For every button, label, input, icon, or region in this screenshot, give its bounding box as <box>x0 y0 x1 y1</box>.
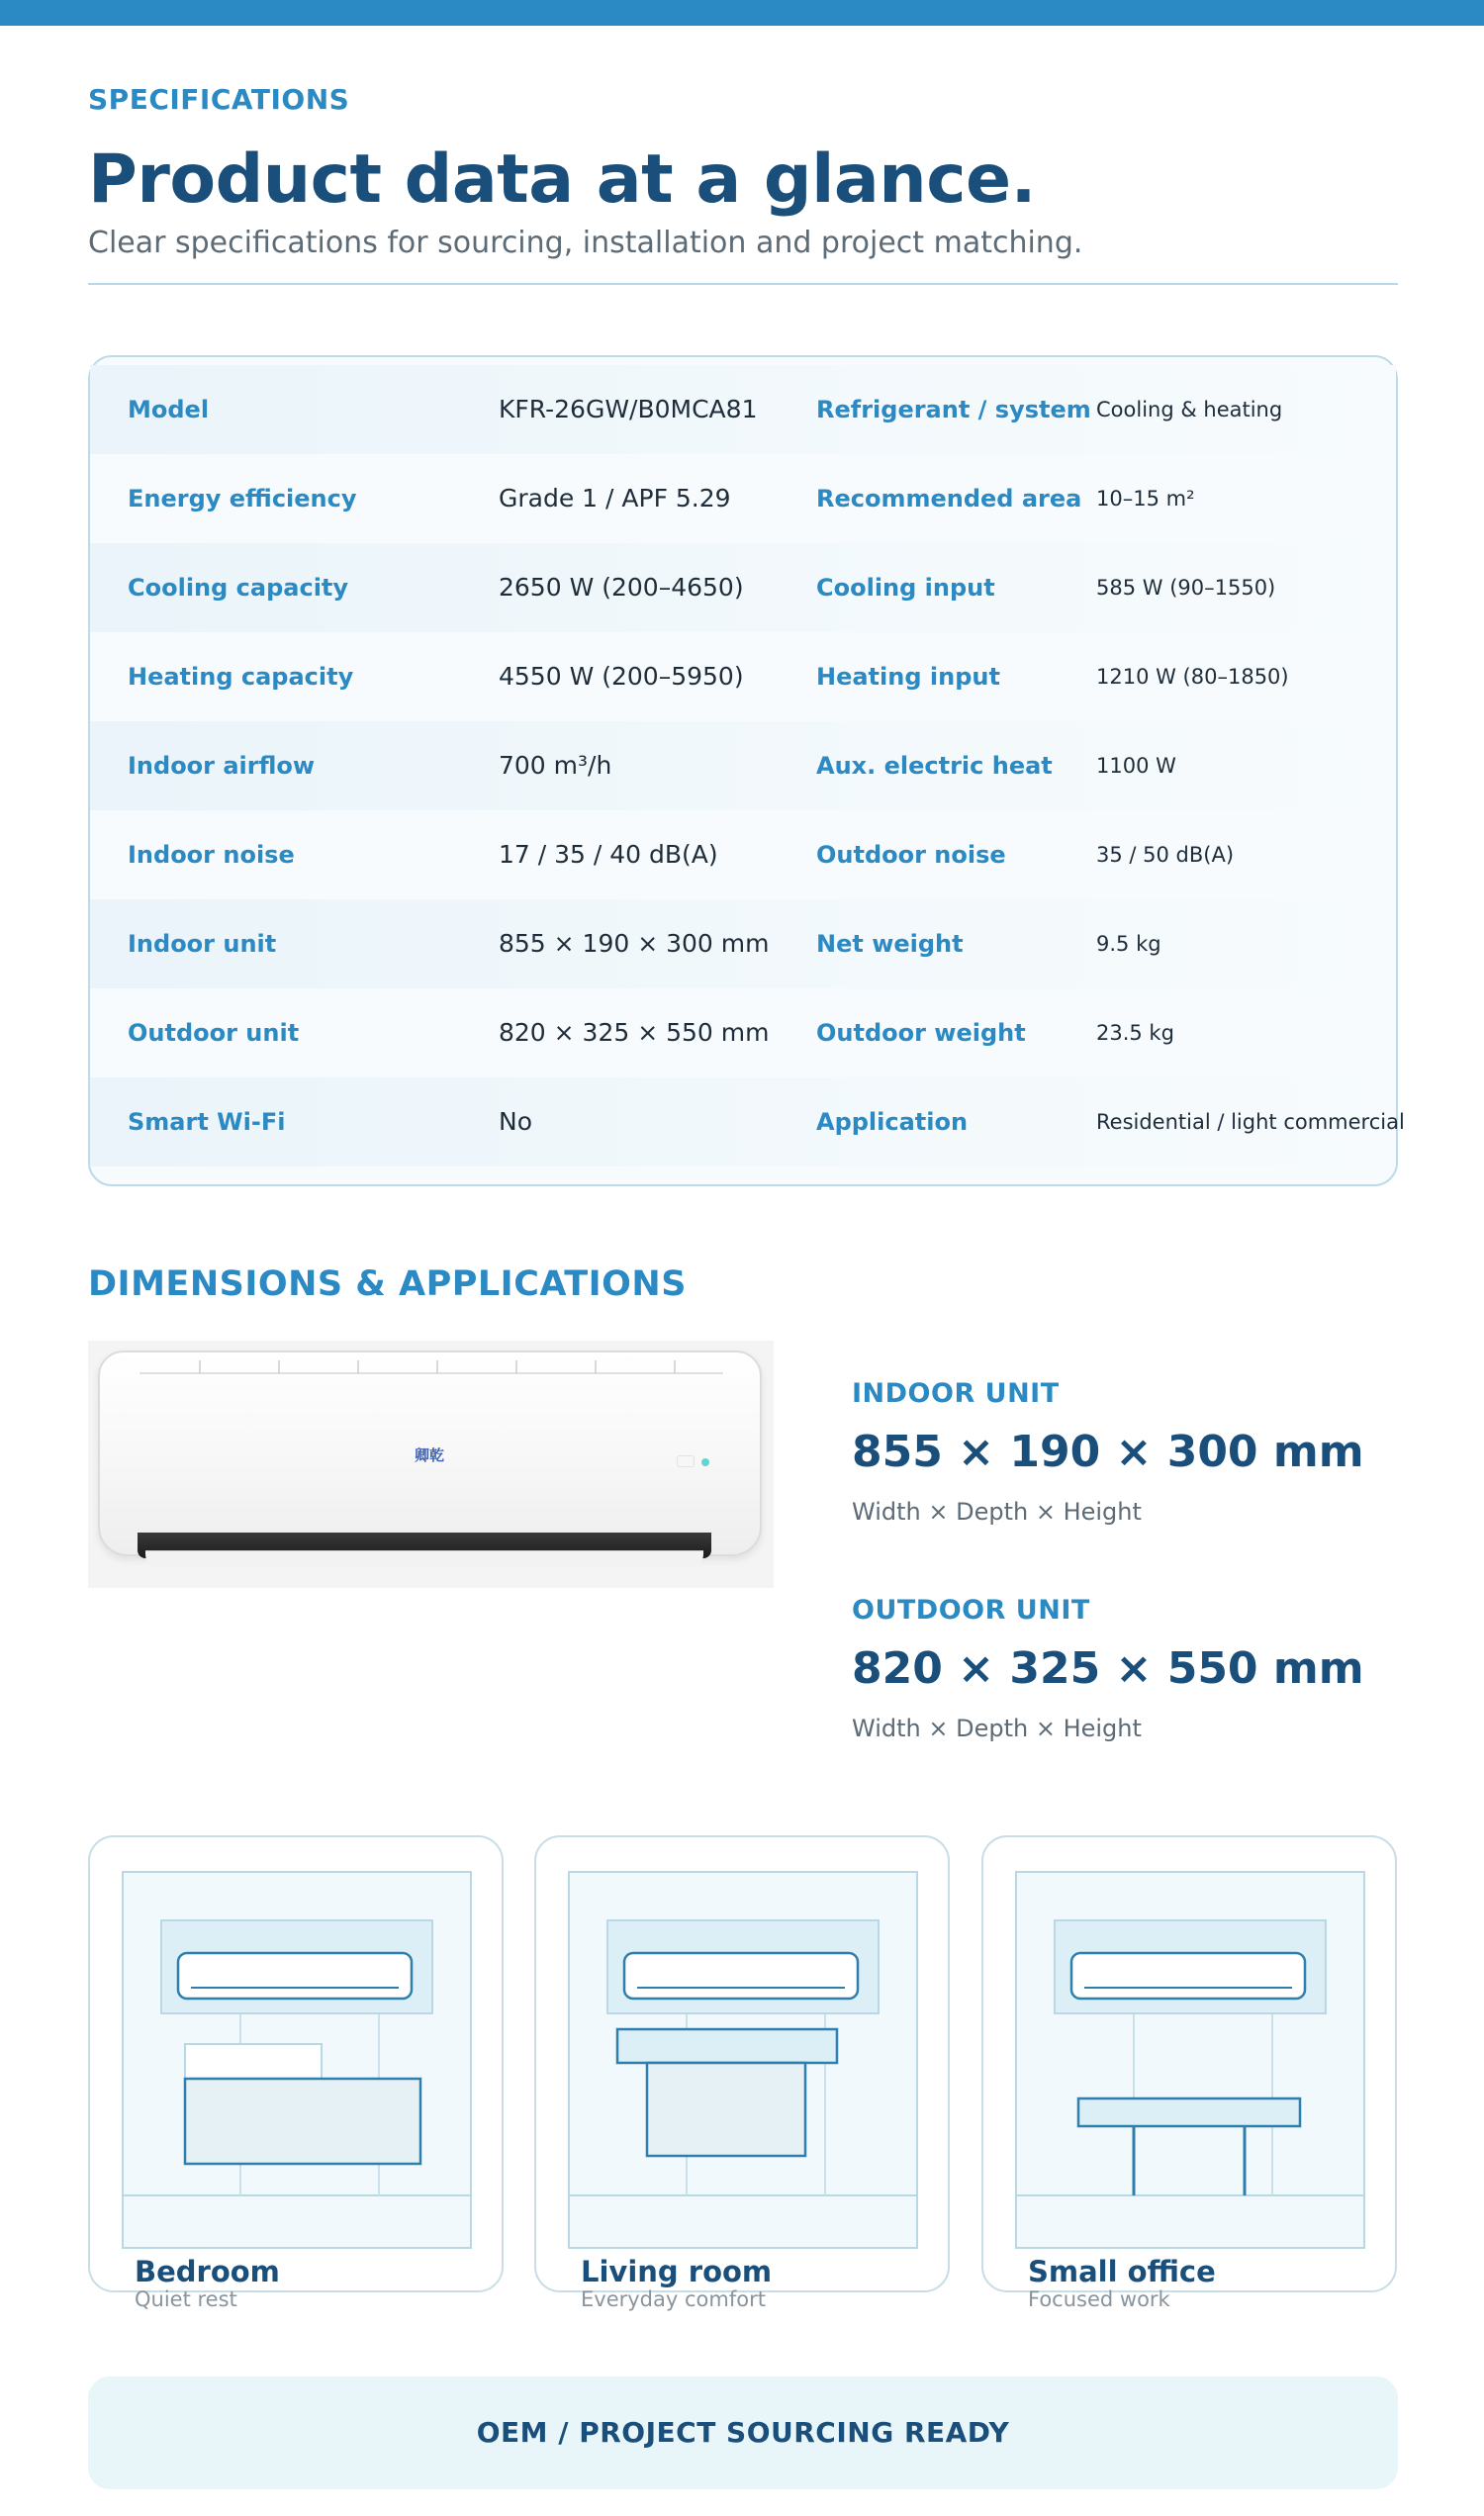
spec-label: Cooling capacity <box>128 574 349 602</box>
indoor-unit-illustration <box>98 1351 762 1556</box>
spec-label: Aux. electric heat <box>816 752 1053 780</box>
indoor-unit-dimensions: 855 × 190 × 300 mm <box>852 1427 1364 1477</box>
spec-value: 820 × 325 × 550 mm <box>499 1018 770 1047</box>
spec-label: Refrigerant / system <box>816 396 1091 423</box>
spec-value: 700 m³/h <box>499 751 612 780</box>
display-window <box>677 1455 695 1467</box>
product-image <box>88 1341 774 1588</box>
spec-row <box>90 988 1396 1077</box>
spec-label: Indoor airflow <box>128 752 316 780</box>
spec-row <box>90 543 1396 632</box>
spec-label: Cooling input <box>816 574 995 602</box>
application-title: Bedroom <box>135 2255 280 2288</box>
spec-label: Heating input <box>816 663 1000 691</box>
section-eyebrow: SPECIFICATIONS <box>88 83 350 116</box>
spec-row <box>90 810 1396 899</box>
spec-value: 35 / 50 dB(A) <box>1096 843 1235 867</box>
spec-label: Model <box>128 396 210 423</box>
spec-row <box>90 632 1396 721</box>
spec-value: 1210 W (80–1850) <box>1096 665 1289 689</box>
spec-row <box>90 721 1396 810</box>
spec-value: 1100 W <box>1096 754 1176 778</box>
spec-row <box>90 365 1396 454</box>
outdoor-unit-dimensions: 820 × 325 × 550 mm <box>852 1643 1364 1694</box>
dimensions-section-title: DIMENSIONS & APPLICATIONS <box>88 1264 687 1304</box>
air-outlet-lip <box>145 1550 703 1568</box>
application-card-living-room <box>534 1835 950 2311</box>
spec-value: Grade 1 / APF 5.29 <box>499 484 731 513</box>
spec-value: 585 W (90–1550) <box>1096 576 1276 600</box>
top-vent <box>139 1360 723 1374</box>
spec-value: KFR-26GW/B0MCA81 <box>499 395 758 423</box>
spec-value: 4550 W (200–5950) <box>499 662 744 691</box>
application-subtitle: Focused work <box>1028 2287 1170 2311</box>
spec-label: Net weight <box>816 930 964 958</box>
header-divider <box>88 283 1398 285</box>
application-subtitle: Everyday comfort <box>581 2287 766 2311</box>
bedroom-illustration <box>122 1871 472 2249</box>
application-card-bedroom <box>88 1835 504 2311</box>
page-title: Product data at a glance. <box>88 140 1036 219</box>
spec-label: Indoor noise <box>128 841 295 869</box>
spec-value: 2650 W (200–4650) <box>499 573 744 602</box>
spec-label: Smart Wi-Fi <box>128 1108 286 1136</box>
spec-label: Outdoor weight <box>816 1019 1026 1047</box>
indoor-unit-label: INDOOR UNIT <box>852 1378 1060 1409</box>
application-subtitle: Quiet rest <box>135 2287 237 2311</box>
spec-row <box>90 1077 1405 1166</box>
spec-label: Indoor unit <box>128 930 277 958</box>
outdoor-unit-note: Width × Depth × Height <box>852 1715 1142 1742</box>
oem-sourcing-banner: OEM / PROJECT SOURCING READY <box>88 2376 1398 2489</box>
spec-value: No <box>499 1107 532 1136</box>
spec-value: Residential / light commercial <box>1096 1110 1405 1134</box>
spec-label: Outdoor unit <box>128 1019 300 1047</box>
page-subtitle: Clear specifications for sourcing, installation and project matching. <box>88 226 1083 260</box>
indoor-unit-note: Width × Depth × Height <box>852 1498 1142 1526</box>
spec-label: Application <box>816 1108 969 1136</box>
spec-table <box>88 355 1405 1186</box>
small-office-illustration <box>1015 1871 1365 2249</box>
spec-value: 17 / 35 / 40 dB(A) <box>499 840 718 869</box>
outdoor-unit-label: OUTDOOR UNIT <box>852 1595 1090 1626</box>
spec-label: Recommended area <box>816 485 1082 513</box>
spec-row <box>90 899 1396 988</box>
application-title: Living room <box>581 2255 773 2288</box>
spec-value: 9.5 kg <box>1096 932 1161 956</box>
spec-value: 10–15 m² <box>1096 487 1195 511</box>
spec-value: 855 × 190 × 300 mm <box>499 929 770 958</box>
spec-value: 23.5 kg <box>1096 1021 1174 1045</box>
application-title: Small office <box>1028 2255 1216 2288</box>
spec-label: Heating capacity <box>128 663 354 691</box>
spec-label: Energy efficiency <box>128 485 357 513</box>
spec-value: Cooling & heating <box>1096 398 1283 421</box>
spec-row <box>90 454 1396 543</box>
application-card-small-office <box>981 1835 1397 2311</box>
brand-logo: 卿乾 <box>415 1446 445 1464</box>
living-room-illustration <box>568 1871 918 2249</box>
spec-label: Outdoor noise <box>816 841 1006 869</box>
top-accent-bar <box>0 0 1484 26</box>
status-led-icon <box>701 1458 709 1466</box>
